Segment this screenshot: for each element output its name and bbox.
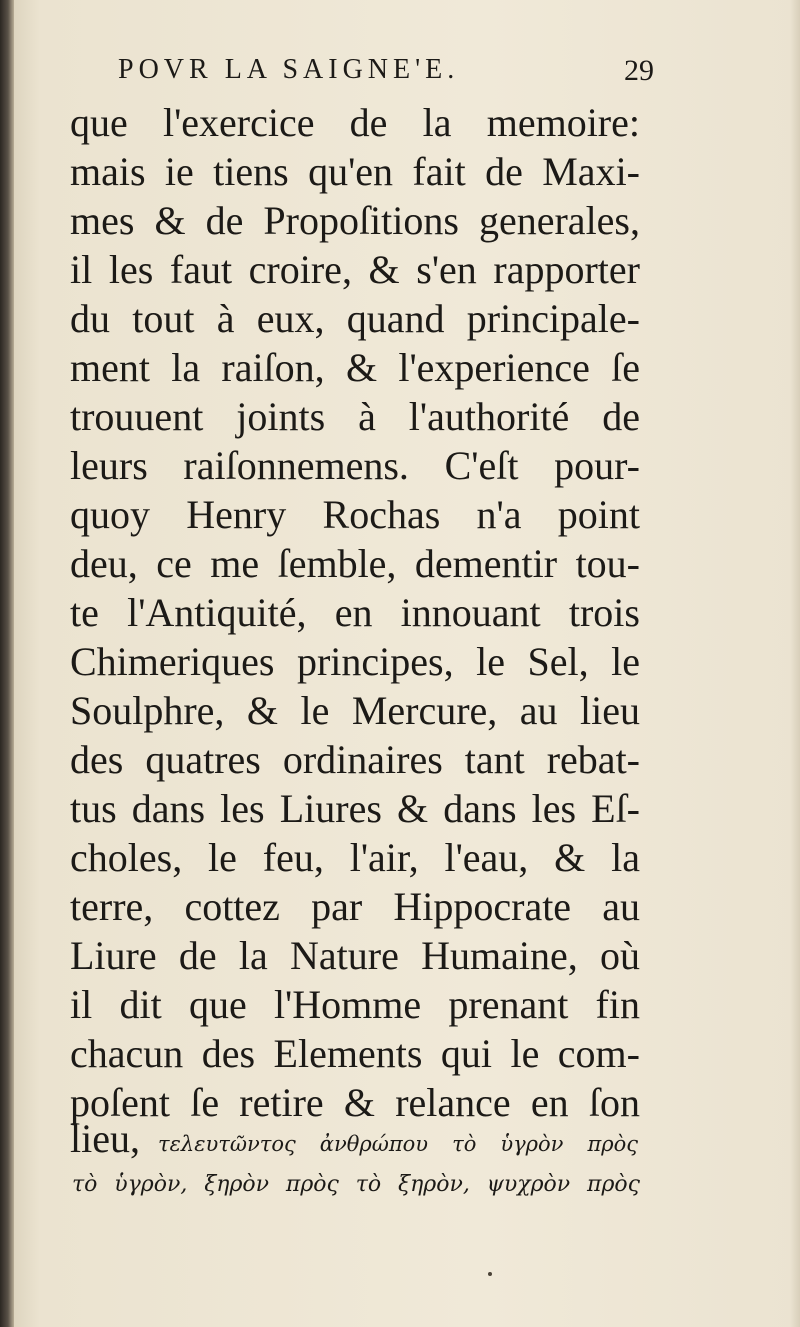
greek-quotation-line-1: τελευτῶντος ἀνθρώπου τὸ ὑγρὸν πρὸς — [158, 1132, 638, 1156]
text-line: choles, le feu, l'air, l'eau, & la — [70, 835, 640, 880]
text-line: Liure de la Nature Humaine, où — [70, 933, 640, 978]
text-line: que l'exercice de la memoire: — [70, 100, 640, 145]
text-line: mes & de Propoſitions generales, — [70, 198, 640, 243]
text-line: ment la raiſon, & l'experience ſe — [70, 345, 640, 390]
text-line: chacun des Elements qui le com- — [70, 1031, 640, 1076]
text-line: deu, ce me ſemble, dementir tou- — [70, 541, 640, 586]
last-line — [70, 1116, 640, 1161]
text-line: tus dans les Liures & dans les Eſ- — [70, 786, 640, 831]
page-header — [118, 54, 658, 94]
text-line: trouuent joints à l'authorité de — [70, 394, 640, 439]
text-line: il dit que l'Homme prenant fin — [70, 982, 640, 1027]
text-line: du tout à eux, quand principale- — [70, 296, 640, 341]
binding-gutter — [0, 0, 14, 1327]
page-number: 29 — [624, 54, 654, 87]
text-line: leurs raiſonnemens. C'eſt pour- — [70, 443, 640, 488]
text-line: poſent ſe retire & relance en ſon — [70, 1080, 640, 1125]
text-line: quoy Henry Rochas n'a point — [70, 492, 640, 537]
text-line: Soulphre, & le Mercure, au lieu — [70, 688, 640, 733]
running-head: POVR LA SAIGNE'E. — [118, 54, 460, 85]
text-line: des quatres ordinaires tant rebat- — [70, 737, 640, 782]
page-edge — [790, 0, 800, 1327]
text-line: il les faut croire, & s'en rapporter — [70, 247, 640, 292]
greek-quotation-line-2: τὸ ὑγρὸν, ξηρὸν πρὸς τὸ ξηρὸν, ψυχρὸν πρὸς — [72, 1172, 640, 1197]
text-line: terre, cottez par Hippocrate au — [70, 884, 640, 929]
text-line: Chimeriques principes, le Sel, le — [70, 639, 640, 684]
text-line: te l'Antiquité, en innouant trois — [70, 590, 640, 635]
last-line-start: lieu, — [70, 1116, 140, 1161]
text-line: mais ie tiens qu'en fait de Maxi- — [70, 149, 640, 194]
body-text — [70, 98, 640, 1127]
ink-speck — [488, 1272, 492, 1276]
